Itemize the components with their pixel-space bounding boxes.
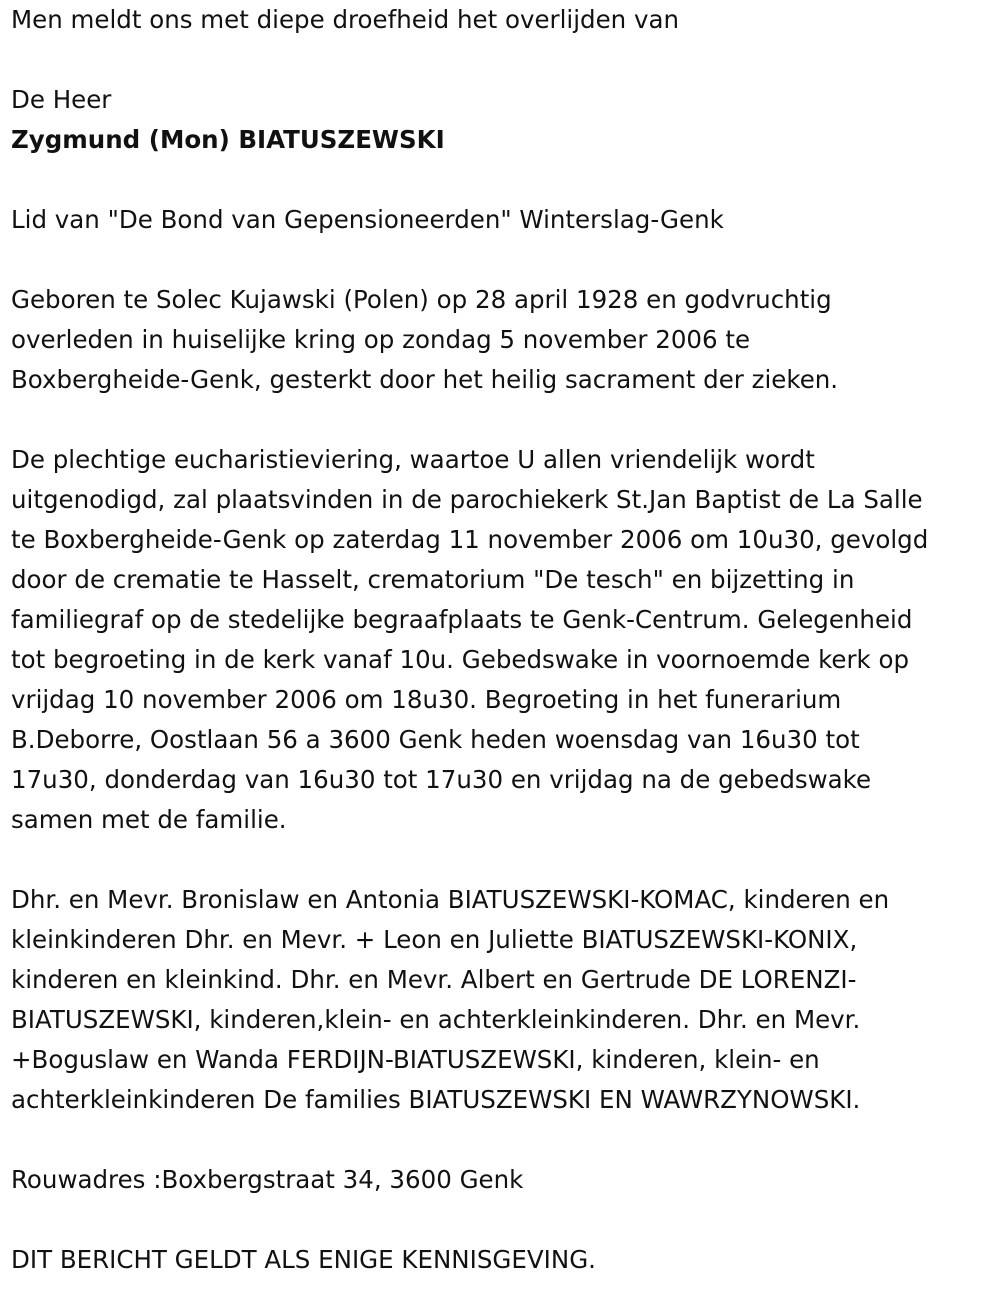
- deceased-name: Zygmund (Mon) BIATUSZEWSKI: [11, 125, 445, 154]
- spacer: [11, 1120, 996, 1160]
- membership-line: Lid van "De Bond van Gepensioneerden" Winterslag-Genk: [11, 205, 724, 234]
- intro-line: Men meldt ons met diepe droefheid het overlijden van: [11, 5, 680, 34]
- paragraph-line: te Boxbergheide-Genk op zaterdag 11 november 2006 om 10u30, gevolgd: [11, 525, 929, 554]
- mourning-address: Rouwadres :Boxbergstraat 34, 3600 Genk: [11, 1165, 524, 1194]
- spacer: [11, 840, 996, 880]
- paragraph-line: Dhr. en Mevr. Bronislaw en Antonia BIATUSZEWSKI-KOMAC, kinderen en: [11, 885, 890, 914]
- paragraph-line: samen met de familie.: [11, 805, 287, 834]
- paragraph-line: Boxbergheide-Genk, gesterkt door het heilig sacrament der zieken.: [11, 365, 839, 394]
- paragraph-line: De plechtige eucharistieviering, waartoe U allen vriendelijk wordt: [11, 445, 815, 474]
- paragraph-line: 17u30, donderdag van 16u30 tot 17u30 en vrijdag na de gebedswake: [11, 765, 872, 794]
- paragraph-line: achterkleinkinderen De families BIATUSZEWSKI EN WAWRZYNOWSKI.: [11, 1085, 861, 1114]
- paragraph-line: overleden in huiselijke kring op zondag 5 november 2006 te: [11, 325, 751, 354]
- paragraph-line: familiegraf op de stedelijke begraafplaats te Genk-Centrum. Gelegenheid: [11, 605, 913, 634]
- spacer: [11, 160, 996, 200]
- paragraph-line: tot begroeting in de kerk vanaf 10u. Gebedswake in voornoemde kerk op: [11, 645, 910, 674]
- paragraph-line: BIATUSZEWSKI, kinderen,klein- en achterkleinkinderen. Dhr. en Mevr.: [11, 1005, 861, 1034]
- paragraph-line: Geboren te Solec Kujawski (Polen) op 28 april 1928 en godvruchtig: [11, 285, 832, 314]
- birth-death-paragraph: [11, 280, 996, 400]
- obituary-notice: [11, 0, 996, 1280]
- paragraph-line: +Boguslaw en Wanda FERDIJN-BIATUSZEWSKI, kinderen, klein- en: [11, 1045, 820, 1074]
- closing-line: DIT BERICHT GELDT ALS ENIGE KENNISGEVING.: [11, 1245, 596, 1274]
- paragraph-line: B.Deborre, Oostlaan 56 a 3600 Genk heden woensdag van 16u30 tot: [11, 725, 860, 754]
- paragraph-line: vrijdag 10 november 2006 om 18u30. Begroeting in het funerarium: [11, 685, 842, 714]
- title-prefix: De Heer: [11, 85, 112, 114]
- spacer: [11, 40, 996, 80]
- ceremony-paragraph: [11, 440, 996, 840]
- paragraph-line: kinderen en kleinkind. Dhr. en Mevr. Albert en Gertrude DE LORENZI-: [11, 965, 857, 994]
- paragraph-line: uitgenodigd, zal plaatsvinden in de parochiekerk St.Jan Baptist de La Salle: [11, 485, 923, 514]
- paragraph-line: door de crematie te Hasselt, crematorium "De tesch" en bijzetting in: [11, 565, 855, 594]
- spacer: [11, 1200, 996, 1240]
- paragraph-line: kleinkinderen Dhr. en Mevr. + Leon en Juliette BIATUSZEWSKI-KONIX,: [11, 925, 858, 954]
- spacer: [11, 400, 996, 440]
- family-paragraph: [11, 880, 996, 1120]
- spacer: [11, 240, 996, 280]
